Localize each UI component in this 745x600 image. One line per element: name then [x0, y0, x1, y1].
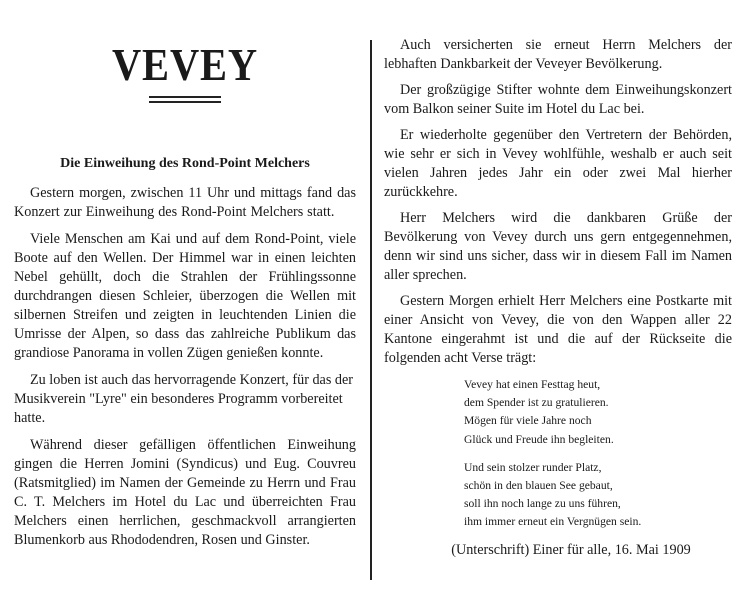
- poem-line: schön in den blauen See gebaut,: [464, 479, 613, 493]
- masthead-title: VEVEY: [111, 39, 259, 90]
- article-headline: Die Einweihung des Rond-Point Melchers: [60, 156, 310, 171]
- right-paragraph: Auch versicherten sie erneut Herrn Melchers der lebhaften Dankbarkeit der Veveyer Bevölkerung.: [384, 37, 732, 72]
- poem-line: Glück und Freude ihn begleiten.: [464, 432, 614, 446]
- left-column: [14, 0, 356, 550]
- right-paragraph: Gestern Morgen erhielt Herr Melchers eine Postkarte mit einer Ansicht von Vevey, die von den Wappen aller 22 Kantone eingerahmt ist und die auf der Rückseite die folgenden acht Verse trägt:: [384, 293, 732, 366]
- poem-stanza-2: [464, 459, 732, 532]
- poem-line: Vevey hat einen Festtag heut,: [464, 378, 601, 391]
- masthead-rule-top: [149, 96, 221, 98]
- right-paragraph: Herr Melchers wird die dankbaren Grüße der Bevölkerung von Vevey durch uns gern entgegennehmen, denn wir sind uns sicher, dass wir in diesem Fall im Namen aller sprechen.: [384, 210, 732, 283]
- poem-line: ihm immer erneut ein Vergnügen sein.: [464, 515, 642, 529]
- signature-line: (Unterschrift) Einer für alle, 16. Mai 1909: [451, 541, 691, 558]
- poem: [464, 376, 732, 532]
- column-divider: [370, 40, 372, 580]
- masthead-rule-bottom: [149, 101, 221, 103]
- left-paragraph: Viele Menschen am Kai und auf dem Rond-Point, viele Boote auf den Wellen. Der Himmel war in einen leichten Nebel gehüllt, doch die Strahlen der Frühlingssonne durchdrangen diesen Schleier, überzogen die Wellen mit silbernen Streifen und zeigten in leuchtenden Linien die Umrisse der Alpen, so dass das zahlreiche Publikum das grandiose Panorama in vollen Zügen genießen konnte.: [14, 231, 356, 361]
- poem-line: Und sein stolzer runder Platz,: [464, 460, 602, 474]
- left-paragraph: Zu loben ist auch das hervorragende Konzert, für das der Musikverein "Lyre" ein besonderes Programm vorbereitet hatte.: [14, 372, 354, 426]
- poem-stanza-1: [464, 376, 732, 449]
- right-column: [384, 0, 732, 560]
- left-paragraph: Gestern morgen, zwischen 11 Uhr und mittags fand das Konzert zur Einweihung des Rond-Point Melchers statt.: [14, 185, 356, 220]
- poem-line: soll ihn noch lange zu uns führen,: [464, 497, 621, 511]
- right-paragraph: Er wiederholte gegenüber den Vertretern der Behörden, wie sehr er sich in Vevey wohlfühle, weshalb er auch seit vielen Jahren jedes Jahr ein oder zwei Mal hierher zurückkehre.: [384, 127, 732, 200]
- right-paragraph: Der großzügige Stifter wohnte dem Einweihungskonzert vom Balkon seiner Suite im Hotel du Lac bei.: [384, 82, 732, 117]
- poem-line: dem Spender ist zu gratulieren.: [464, 396, 609, 410]
- left-paragraph: Während dieser gefälligen öffentlichen Einweihung gingen die Herren Jomini (Syndicus) und Eug. Couvreu (Ratsmitglied) im Namen der Gemeinde zu Herrn und Frau C. T. Melchers im Hotel du Lac und überreichten Frau Melchers einen herrlichen, geschmackvoll arrangierten Blumenkorb aus Rhododendren, Rosen und Ginster.: [14, 437, 356, 548]
- poem-line: Mögen für viele Jahre noch: [464, 414, 592, 428]
